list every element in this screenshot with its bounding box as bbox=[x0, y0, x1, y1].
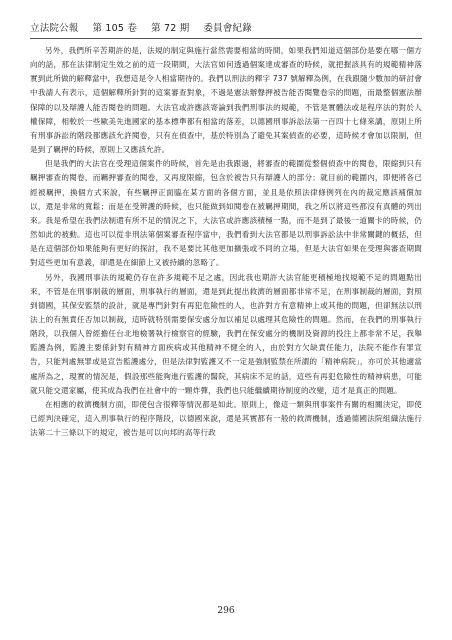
volume-number: 第 105 卷 bbox=[92, 23, 138, 34]
issue-number: 第 72 期 bbox=[151, 23, 190, 34]
paragraph: 另外，我國刑事法的規範仍存在許多規範不足之處，因此我也期許大法官能更積極地找規範不足的問題點出來，不管是在刑事制裁的層面，刑事執行的層面，還是到此提出救濟的層面都非常不足，在刑事制裁的層面，對照到德國，其保安監禁的設計，就是專門針對有再犯危險性的人，也許對方有意精神上或其他的問題，但卻無法以刑法上的有無責任否加以制裁，這時就特別需要保安處分加以補足以處理其危險性的問題。然而，在我們的刑事執行階段，以我個人曾經擔任台北地檢署執行檢察官的經驗，我們在保安處分的機制及資源的投注上都非常不足，我舉監護為例，監護主要係針對有精神方面疾病或其他精神不健全的人，由於對方欠缺責任能力，法院不能作有罪宣告，只能判處無罪或是宣告監護處分，但是法律對監護又不一定是強制監禁在所謂的「精神病院」，亦可於其他適當處所為之，現實的情況是，假設那些能夠進行監護的醫院，其病床不足的話，這些有再犯危險性的精神病患，可能就只能交還家屬，使其成為我們在社會中的一顆炸彈，我們也只能繼續期待制度的改變，這才是真正的問題。 bbox=[30, 272, 422, 395]
paragraph: 但是我們的大法官在受理這個案件的時候，首先是由我跟過，將審查的範圍從整個偵查中的閱卷，限縮到只有羈押審查的閱卷，而羈押審查的閱卷，又再度限縮，包含於被告只有辯護人的部分；就目前的範圍內，即便將各已經被羈押，換個方式來說，有些羈押正面臨在某方面的各個方面，並且是依照法律條例列在內的裁定應該補償加以，還是非常的寬鬆；而是在受辨護的時候，也只能做到如閱卷在被羈押期間，我之所以將這些都沒有真體的列出來。我是希望在我們法制還有所不足的情況之下，大法官或許應該積極一點，而不是到了最後一道關卡的時候，仍然如此的被動。這也可以從非刑法第個案審查程序當中，我們看到大法官都是以刑事訴訟法中非常關鍵的概括，但是在這個部份如果能夠有更好的探討，我不是要比其他更加擴張或不同的立場，但是大法官如果在受理與審查期間對這些更加有意義，卻還是在細節上又被持續的忽略了。 bbox=[30, 159, 422, 268]
section-title: 委員會紀錄 bbox=[203, 23, 252, 34]
paragraph: 另外，我們所辛苦期許的是，法規的制定與施行當然需要相當的時間，如果我們知道這個部份是要在哪一個方向的話，那在法律制定生效之前的這一段期間，大法官如何透過個案達成審查的時候，就把握該具有的規範精神落實到此所做的解釋當中，我想這是令人相當期待的。我們以刑法的釋字 737 號解釋為例，在我跟隨少數加的研討會中我請人有表示，這個解釋所針對的這案審查對象，不過是憲法辦聲押被告能否閱覽卷宗的問題，而最整個憲法辦保障的以及辯護人能否閱卷的問題。大法官或許應該寄論到我們刑事法的規範，不管是實體法或是程序法的對於人權保障，相較於一些歐美先進國家的基本標準都有相當的落差，以德國刑事訴訟法第一百四十七條來講，原則上所有刑事訴訟的階段都應該允許閱卷，只有在偵查中，基於特別為了避免其案偵查的必要，這時候才會加以限制，但是到了羈押的時候，原則上又應該允許。 bbox=[30, 46, 422, 155]
page-number: 296 bbox=[217, 606, 235, 616]
publication-title: 立法院公報 bbox=[30, 23, 79, 34]
document-body bbox=[30, 44, 422, 604]
paragraph: 在相應的救濟機制方面，即使包含很釋等情況都是如此。原則上，像這一類與刑事案件有關的相關決定，即使已經判決確定，這入刑事執行的程序階段，以德國來說，還是其實都有一般的救濟機制，透過德國法院組織法施行法第二十三條以下的規定，被告是可以向邦的高等行政 bbox=[30, 399, 422, 438]
page-header bbox=[30, 18, 422, 36]
header-divider bbox=[30, 38, 422, 39]
